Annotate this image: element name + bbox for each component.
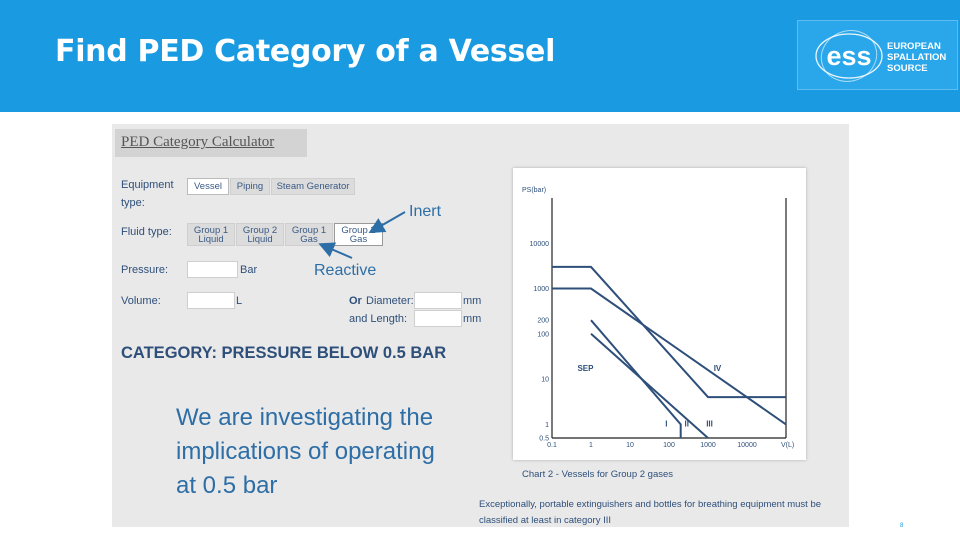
chart-x-tick-label: 0.1 (547, 442, 557, 449)
logo-mark-text: ess (826, 41, 872, 71)
fluid-tab-line2: Gas (300, 234, 318, 245)
equipment-tab-piping[interactable]: Piping (230, 178, 270, 195)
length-label: and Length: (349, 313, 408, 325)
annotation-inert: Inert (409, 203, 442, 220)
equipment-tab-steam-generator[interactable]: Steam Generator (271, 178, 355, 195)
logo-line-3: SOURCE (887, 63, 928, 74)
chart-y-tick-label: 1000 (533, 286, 549, 294)
diameter-label: Diameter: (366, 295, 414, 307)
diameter-label-prefix: Or (349, 295, 362, 307)
ped-category-chart (513, 168, 806, 460)
pressure-label: Pressure: (121, 264, 169, 276)
chart-boundary-line-2 (552, 267, 786, 397)
length-unit: mm (463, 313, 482, 325)
chart-caption: Chart 2 - Vessels for Group 2 gases (522, 469, 674, 480)
slide-title: Find PED Category of a Vessel (55, 34, 556, 69)
chart-region-label: IV (713, 364, 722, 374)
diameter-unit: mm (463, 295, 482, 307)
logo-line-1: EUROPEAN (887, 41, 941, 52)
chart-region-label: I (665, 419, 668, 429)
fluid-tab-line2: Gas (349, 234, 368, 245)
page-number: 8 (900, 523, 904, 529)
fluid-tab-line1: Group 2 (242, 225, 278, 236)
chart-y-tick-label: 0.5 (539, 435, 549, 443)
fluid-tab-line1: Group 1 (291, 225, 327, 236)
arrow-reactive-to-group1-gas (322, 245, 352, 258)
pressure-unit: Bar (240, 264, 258, 276)
chart-x-tick-label: 10000 (737, 442, 757, 449)
chart-y-tick-label: 1 (545, 421, 549, 429)
fluid-tab-line1: Group 1 (193, 225, 229, 236)
chart-y-tick-label: 100 (537, 331, 549, 339)
annotation-reactive: Reactive (314, 262, 377, 279)
equipment-tab-vessel[interactable]: Vessel (187, 178, 229, 195)
chart-y-tick-label: 10000 (529, 240, 549, 248)
chart-boundary-line-4 (591, 334, 708, 438)
chart-region-label: II (684, 419, 689, 429)
chart-y-tick-label: 10 (541, 376, 549, 384)
equipment-type-label-line1: Equipment (121, 179, 174, 191)
chart-footnote: Exceptionally, portable extinguishers and bottles for breathing equipment must be classified at least in category III (479, 499, 822, 526)
chart-x-tick-label: 1000 (700, 442, 716, 449)
category-result: CATEGORY: PRESSURE BELOW 0.5 BAR (121, 344, 447, 362)
fluid-type-label: Fluid type: (121, 226, 172, 238)
chart-x-ticks (547, 442, 757, 449)
chart-region-labels (577, 364, 721, 428)
chart-y-ticks (530, 241, 550, 443)
fluid-tab-line1: Group 2 (341, 225, 376, 236)
equipment-type-label-line2: type: (121, 197, 145, 209)
investigation-note: We are investigating the implications of operating at 0.5 bar (176, 404, 435, 499)
chart-x-tick-label: 10 (626, 442, 634, 449)
logo-line-2: SPALLATION (887, 52, 947, 63)
chart-y-tick-label: 200 (537, 317, 549, 325)
chart-region-label: SEP (577, 364, 594, 374)
volume-unit: L (236, 295, 243, 307)
chart-x-tick-label: 1 (589, 442, 593, 449)
chart-y-axis-label: PS(bar) (522, 187, 547, 194)
chart-region-label: III (706, 419, 713, 429)
chart-series (552, 267, 786, 438)
chart-x-axis-label: V(L) (781, 442, 795, 449)
chart-x-tick-label: 100 (663, 442, 675, 449)
calculator-title-link[interactable]: PED Category Calculator (115, 129, 307, 157)
volume-label: Volume: (121, 295, 161, 307)
arrow-inert-to-group2-gas (372, 212, 405, 231)
fluid-tab-line2: Liquid (247, 234, 273, 245)
fluid-tab-line2: Liquid (198, 234, 224, 245)
